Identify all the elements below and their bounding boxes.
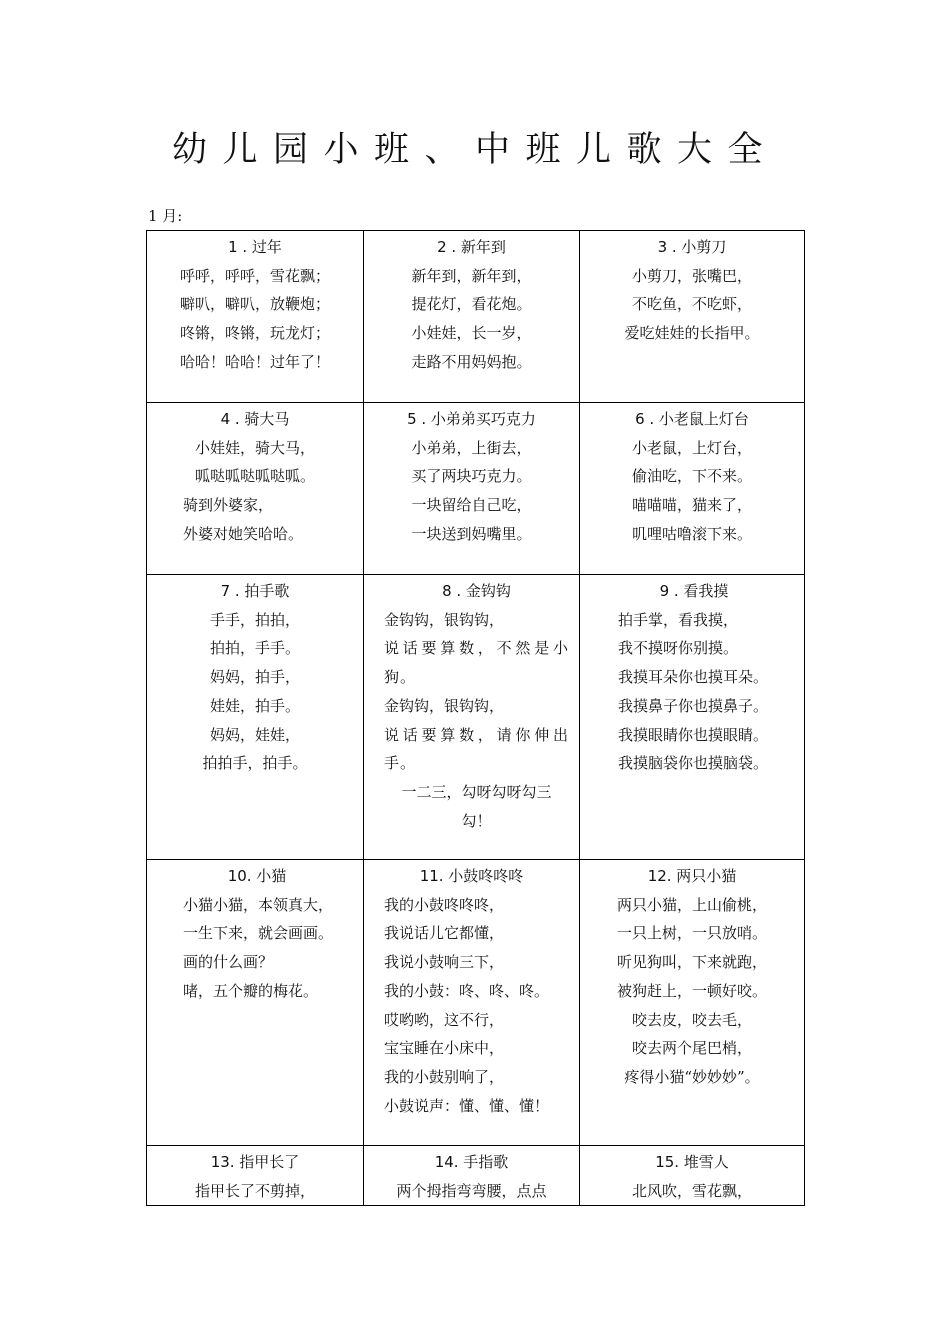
poem-cell [580,860,805,1146]
poem-line: 我摸眼睛你也摸眼睛。 [618,725,769,744]
poem-cell [147,231,364,403]
poem-line: 我说小鼓响三下， [384,953,505,972]
poem-line: 我摸耳朵你也摸耳朵。 [618,668,769,687]
poem-line: 说话要算数，不然是小狗。 [384,639,569,687]
poem-line: 小鼓说声：懂、懂、懂！ [384,1096,550,1115]
poem-line: 小猫小猫，本领真大， [183,895,334,914]
table-row [147,1146,805,1206]
poem-line: 一块送到妈嘴里。 [411,524,532,543]
poem-line: 小娃娃，长一岁， [411,324,532,343]
poem-line: 我说话儿它都懂， [384,924,505,943]
poem-line: 金钩钩，银钩钩， [384,696,505,715]
poem-line: 宝宝睡在小床中， [384,1039,505,1058]
poem-line: 不吃鱼，不吃虾， [631,295,752,314]
poem-line: 画的什么画？ [183,953,274,972]
poem-cell [580,575,805,860]
poem-line: 走路不用妈妈抱。 [411,352,532,371]
poem-line: 妈妈，拍手， [209,668,300,687]
poem-line: 指甲长了不剪掉， [194,1181,315,1200]
poem-line: 小老鼠，上灯台， [631,438,752,457]
poem-line: 我不摸呀你别摸。 [618,639,739,658]
table-row [147,403,805,575]
table-row [147,231,805,403]
poem-line: 提花灯，看花炮。 [411,295,532,314]
poem-title: 6 . 小老鼠上灯台 [635,410,749,428]
poem-line: 小弟弟，上街去， [411,438,532,457]
poem-line: 妈妈，娃娃， [209,725,300,744]
poem-line: 骑到外婆家， [183,496,274,515]
poem-line: 外婆对她笑哈哈。 [183,524,304,543]
poem-cell [580,231,805,403]
poem-title: 3 . 小剪刀 [657,238,727,256]
poem-title: 4 . 骑大马 [220,410,290,428]
poem-line: 爱吃娃娃的长指甲。 [624,324,760,343]
poem-cell [147,403,364,575]
poem-cell [364,231,580,403]
poem-title: 15. 堆雪人 [655,1153,729,1171]
poem-line: 咚锵，咚锵，玩龙灯； [179,324,330,343]
poem-line: 一生下来，就会画画。 [183,924,334,943]
poem-cell [364,403,580,575]
poem-line: 我的小鼓：咚、咚、咚。 [384,981,550,1000]
poem-cell [147,575,364,860]
poem-table [146,230,805,1206]
poem-cell [364,860,580,1146]
poem-line: 我的小鼓咚咚咚， [384,895,505,914]
poem-title: 11. 小鼓咚咚咚 [419,867,524,885]
poem-title: 14. 手指歌 [434,1153,509,1171]
poem-cell [580,1146,805,1206]
poem-line: 拍拍，手手。 [209,639,300,658]
poem-line: 手手，拍拍， [209,610,300,629]
poem-line: 咬去皮，咬去毛， [631,1010,752,1029]
poem-line: 新年到，新年到， [411,266,532,285]
table-row [147,575,805,860]
poem-line: 喵喵喵，猫来了， [631,496,752,515]
poem-title: 1 . 过年 [228,238,282,256]
poem-line: 一二三，勾呀勾呀勾三勾！ [401,782,552,830]
table-row [147,860,805,1146]
poem-line: 啫，五个瓣的梅花。 [183,981,319,1000]
poem-line: 偷油吃，下不来。 [631,467,752,486]
poem-line: 拍手掌，看我摸， [618,610,739,629]
poem-line: 呱哒呱哒呱哒呱。 [194,467,315,486]
poem-line: 小剪刀，张嘴巴， [631,266,752,285]
poem-title: 5 . 小弟弟买巧克力 [407,410,536,428]
poem-title: 12. 两只小猫 [647,867,737,885]
poem-line: 两只小猫，上山偷桃， [616,895,767,914]
poem-title: 10. 小猫 [227,867,287,885]
poem-line: 听见狗叫，下来就跑， [616,953,767,972]
poem-line: 我的小鼓别响了， [384,1067,505,1086]
poem-title: 2 . 新年到 [437,238,506,256]
poem-line: 哎哟哟，这不行， [384,1010,505,1029]
poem-line: 北风吹，雪花飘， [631,1181,752,1200]
poem-cell [147,1146,364,1206]
poem-line: 叽哩咕噜滚下来。 [631,524,752,543]
poem-title: 13. 指甲长了 [210,1153,300,1171]
poem-cell [364,575,580,860]
poem-line: 买了两块巧克力。 [411,467,532,486]
poem-line: 两个拇指弯弯腰，点点 [396,1181,547,1200]
poem-cell [147,860,364,1146]
poem-line: 疼得小猫“妙妙妙”。 [624,1067,760,1086]
poem-line: 呼呼，呼呼，雪花飘； [179,266,330,285]
poem-line: 说话要算数，请你伸出手。 [384,725,569,773]
poem-line: 我摸脑袋你也摸脑袋。 [618,754,769,773]
poem-line: 我摸鼻子你也摸鼻子。 [618,696,769,715]
poem-cell [580,403,805,575]
poem-cell [364,1146,580,1206]
poem-line: 被狗赶上，一顿好咬。 [616,981,767,1000]
poem-line: 娃娃，拍手。 [209,696,300,715]
poem-title: 9 . 看我摸 [659,582,729,600]
month-label: 1 月: [148,207,183,225]
poem-line: 金钩钩，银钩钩， [384,610,505,629]
poem-line: 拍拍手，拍手。 [202,754,308,773]
poem-title: 8 . 金钩钩 [442,582,511,600]
poem-line: 一块留给自己吃， [411,496,532,515]
document-title: 幼儿园小班、中班儿歌大全 [171,130,778,170]
poem-title: 7 . 拍手歌 [220,582,290,600]
poem-line: 噼叭，噼叭，放鞭炮； [179,295,330,314]
poem-line: 咬去两个尾巴梢， [631,1039,752,1058]
poem-line: 哈哈！哈哈！过年了！ [179,352,330,371]
poem-line: 一只上树，一只放哨。 [616,924,767,943]
poem-line: 小娃娃，骑大马， [194,438,315,457]
